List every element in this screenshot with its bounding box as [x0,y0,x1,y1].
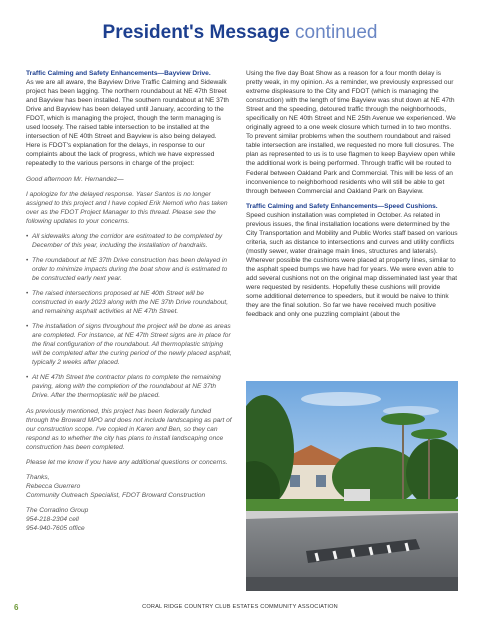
title-main: President's Message [102,22,290,43]
section-heading-speed-cushions: Traffic Calming and Safety Enhancements—Speed Cushions. [246,202,438,210]
contact-block [26,506,232,533]
update-item: • At NE 47th Street the contractor plans to complete the remaining paving, along with the completion of the roundabout at NE 37th Drive. After the thermoplastic will be placed. [26,373,232,400]
page-number: 6 [14,603,19,612]
email-apology: I apologize for the delayed response. Yaser Santos is no longer assigned to this project and I have copied Erik Nemoti who has taken over as the FDOT Project Manager to this thread. Please see the following updates to your concerns. [26,190,228,225]
update-item: • The installation of signs throughout the project will be done as areas are completed. For instance, at NE 47th Street signs are in place for the final configuration of the roundabout. All thermoplastic striping will be completed after the curing period of the newly placed asphalt, typically 2 weeks after placed. [26,322,232,367]
update-item: • All sidewalks along the corridor are estimated to be completed by December of this year, including the installation of handrails. [26,232,232,250]
fdot-email-quote [26,175,232,534]
section-heading-bayview: Traffic Calming and Safety Enhancements—Bayview Drive. [26,70,211,77]
boat-show-paragraph: Using the five day Boat Show as a reason for a four month delay is pretty weak, in my opinion. As a reminder, we previously expressed our extreme displeasure to the City and FDOT (which is managing the construction) with the length of time Bayview was shut down at NE 47th Street and the speeding, detoured traffic through the neighborhoods, specifically on NE 40th Street and NE 25th Avenue we experienced. We originally agreed to a one week closure which turned in to two months. To prevent similar problems when the southern roundabout and raised table intersection are installed, we requested no more full closures. The plan as represented to us is to use flagmen to keep Bayview open while the additional work is being performed. Through traffic will be routed to Federal between Oakland Park and Commercial. This will be less of an inconvenience to neighborhood residents who will still be able to get through between Commercial and Oakland Park on Bayview. [246,70,456,195]
phone-cell: 954-218-2304 cell [26,515,79,523]
title-continued: continued [295,22,378,43]
funding-paragraph: As previously mentioned, this project has been federally funded through the Broward MPO and does not include landscaping as part of our construction scope. I've copied in Karen and Ben, so they can respond as to whether the city has plans to install landscaping once construction has been completed. [26,407,232,451]
email-greeting: Good afternoon Mr. Hernandez— [26,175,124,183]
closing-paragraph: Please let me know if you have any additional questions or concerns. [26,458,228,466]
phone-office: 954-940-7605 office [26,525,85,533]
left-column [26,69,232,539]
update-item: • The raised intersections proposed at NE 40th Street will be constructed in early 2023 along with the NE 37th Drive roundabout, and remaining asphalt activities at NE 47th Street. [26,289,232,316]
street-speed-cushion-photo [246,381,458,591]
sign-thanks: Thanks, [26,473,50,481]
company-name: The Corradino Group [26,506,89,514]
signature-block [26,473,232,500]
speed-cushions-paragraph: Speed cushion installation was completed in October. As related in previous issues, the final installation locations were determined by the City Transportation and Mobility and Public Works staff based on various criteria, such as distance to intersections and curves and utility conflicts (mostly sewer, water drainage main lines, structures and laterals). Wherever possible the cushions were placed at property lines, similar to the asphalt speed bumps we have had for years. We were even able to add several cushions not on the original map disseminated last year that were requested by residents. Hopefully these cushions will provide some additional deterrence to speeders, but it would be naive to think they are the final solution. So far we have received much positive feedback and only one puzzling complaint (about the [246,211,458,319]
sign-title: Community Outreach Specialist, FDOT Broward Construction [26,491,206,499]
right-column [246,69,458,325]
page-title [0,22,480,44]
update-list [26,232,232,401]
footer-association: CORAL RIDGE COUNTRY CLUB ESTATES COMMUNITY ASSOCIATION [142,604,338,610]
sign-name: Rebecca Guerrero [26,482,81,490]
update-item: • The roundabout at NE 37th Drive construction has been delayed in order to minimize impacts during the boat show and is estimated to be constructed early next year. [26,256,232,283]
intro-paragraph: As we are all aware, the Bayview Drive Traffic Calming and Sidewalk project has been lagging. The northern roundabout at NE 47th Street and Bayview has been installed. The southern roundabout at NE 37th Drive and Bayview has been delayed until January, according to the FDOT, which is managing the project, though the term managing is used loosely. The raised table intersection to be installed at the intersection of NE 40th Street and Bayview is also being delayed. Here is FDOT's explanation for the delays, in response to our complaints about the lack of progress, which we have expressed repeatedly to the various persons in charge of the project: [26,79,229,168]
